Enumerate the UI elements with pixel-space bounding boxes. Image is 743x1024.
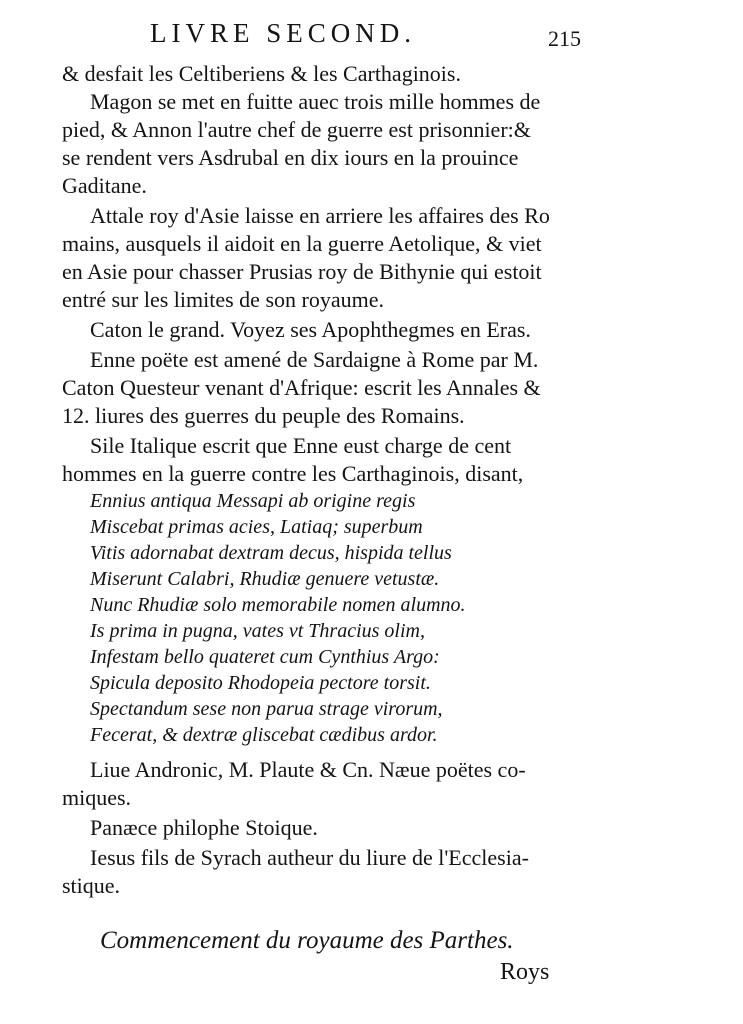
text-line: Caton Questeur venant d'Afrique: escrit les Annales & (62, 375, 541, 400)
verse-line: Fecerat, & dextræ gliscebat cædibus ardor. (90, 724, 438, 746)
text-line: Gaditane. (62, 173, 147, 198)
text-line: Liue Andronic, M. Plaute & Cn. Næue poëtes co- (90, 757, 526, 782)
text-line: Sile Italique escrit que Enne eust charge de cent (90, 433, 512, 458)
verse-line: Infestam bello quateret cum Cynthius Argo: (90, 646, 440, 668)
text-line: pied, & Annon l'autre chef de guerre est prisonnier:& (62, 117, 531, 142)
verse-line: Nunc Rhudiæ solo memorabile nomen alumno. (90, 594, 466, 616)
catchword: Roys (500, 959, 550, 985)
verse-line: Vitis adornabat dextram decus, hispida tellus (90, 542, 452, 564)
text-line: hommes en la guerre contre les Carthaginois, disant, (62, 461, 524, 486)
text-line: Caton le grand. Voyez ses Apophthegmes en Eras. (90, 317, 531, 342)
text-line: Magon se met en fuitte auec trois mille hommes de (90, 89, 541, 114)
text-line: mains, ausquels il aidoit en la guerre Aetolique, & viet (62, 231, 542, 256)
text-line: 12. liures des guerres du peuple des Romains. (62, 403, 465, 428)
text-line: & desfait les Celtiberiens & les Carthaginois. (62, 61, 461, 86)
verse-line: Miscebat primas acies, Latiaq; superbum (90, 516, 423, 538)
verse-line: Is prima in pugna, vates vt Thracius olim, (90, 620, 425, 642)
text-line: stique. (62, 873, 121, 898)
verse-line: Miserunt Calabri, Rhudiæ genuere vetustæ. (90, 568, 440, 590)
text-line: entré sur les limites de son royaume. (62, 287, 384, 312)
verse-line: Ennius antiqua Messapi ab origine regis (90, 490, 416, 512)
text-line: Attale roy d'Asie laisse en arriere les affaires des Ro (90, 203, 550, 228)
text-line: Panæce philophe Stoique. (90, 815, 318, 840)
running-title: LIVRE SECOND. (150, 18, 416, 48)
verse-line: Spicula deposito Rhodopeia pectore torsit. (90, 672, 431, 694)
section-heading: Commencement du royaume des Parthes. (100, 927, 514, 954)
text-line: en Asie pour chasser Prusias roy de Bithynie qui estoit (62, 259, 542, 284)
text-line: se rendent vers Asdrubal en dix iours en la prouince (62, 145, 519, 170)
verse-line: Spectandum sese non parua strage virorum, (90, 698, 443, 720)
text-line: miques. (62, 785, 132, 810)
text-line: Enne poëte est amené de Sardaigne à Rome par M. (90, 347, 539, 372)
text-line: Iesus fils de Syrach autheur du liure de l'Ecclesia- (90, 845, 529, 870)
page-number: 215 (548, 26, 581, 51)
